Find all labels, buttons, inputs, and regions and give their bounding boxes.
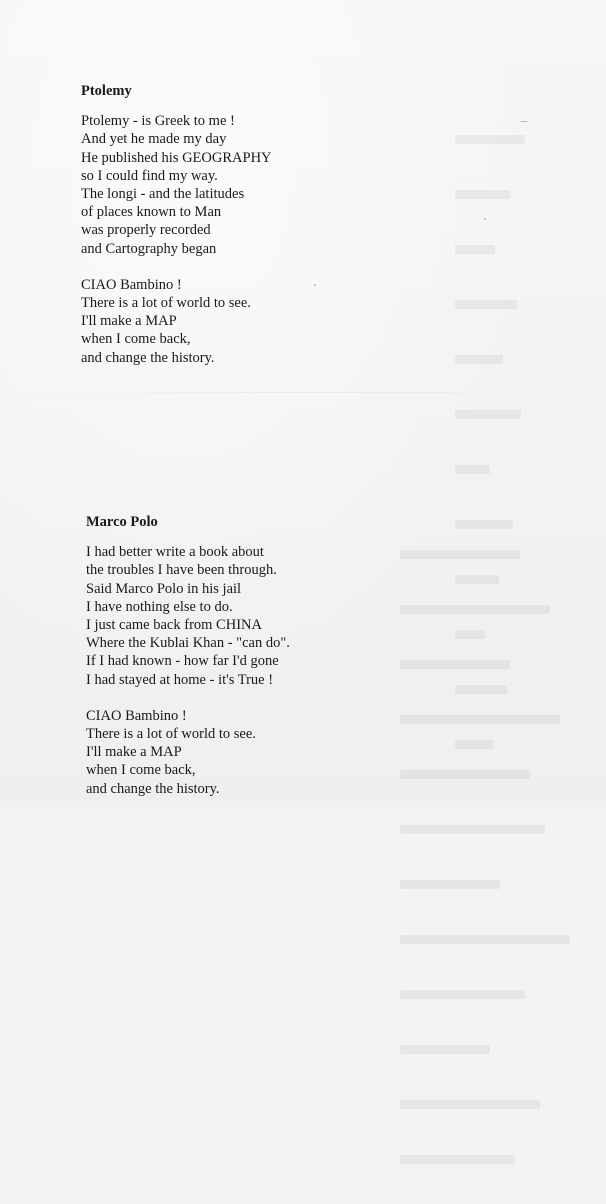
poem-line: the troubles I have been through. (86, 562, 277, 579)
scan-speck (314, 284, 316, 286)
poem-line: Ptolemy - is Greek to me ! (81, 113, 235, 130)
poem-stanza (81, 112, 272, 258)
bleed-through-top (455, 95, 525, 789)
poem-line: I just came back from CHINA (86, 617, 262, 634)
poem-chorus (81, 276, 272, 367)
poem-line: The longi - and the latitudes (81, 186, 245, 203)
poem-line: and change the history. (81, 349, 215, 366)
poem-stanza (86, 543, 290, 689)
poem-line: of places known to Man (81, 204, 222, 221)
poem-line: CIAO Bambino ! (86, 707, 187, 724)
poem-line: CIAO Bambino ! (81, 276, 182, 293)
poem-title: Ptolemy (81, 83, 132, 99)
poem-line: I'll make a MAP (86, 744, 182, 761)
poem-title: Marco Polo (86, 514, 158, 530)
poem-line: Said Marco Polo in his jail (86, 580, 242, 597)
poem-line: when I come back, (81, 331, 191, 348)
poem-line: I'll make a MAP (81, 313, 177, 330)
bleed-through-bottom (400, 510, 570, 1204)
poem-line: Where the Kublai Khan - "can do". (86, 635, 290, 652)
poem-ptolemy (81, 82, 272, 385)
scan-speck (520, 121, 528, 122)
poem-line: was properly recorded (81, 222, 211, 239)
poem-line: I had stayed at home - it's True ! (86, 671, 274, 688)
scan-speck (484, 218, 486, 220)
poem-line: when I come back, (86, 762, 196, 779)
poem-line: so I could find my way. (81, 167, 218, 184)
poem-line: and Cartography began (81, 240, 217, 257)
poem-line: If I had known - how far I'd gone (86, 653, 279, 670)
page-fold (0, 392, 606, 393)
poem-line: I have nothing else to do. (86, 598, 233, 615)
poem-chorus (86, 707, 290, 798)
poem-marco-polo (86, 513, 290, 816)
poem-line: And yet he made my day (81, 131, 227, 148)
poem-line: He published his GEOGRAPHY (81, 149, 272, 166)
poem-line: There is a lot of world to see. (81, 295, 251, 312)
poem-line: I had better write a book about (86, 544, 264, 561)
poem-line: and change the history. (86, 780, 220, 797)
poem-line: There is a lot of world to see. (86, 726, 256, 743)
